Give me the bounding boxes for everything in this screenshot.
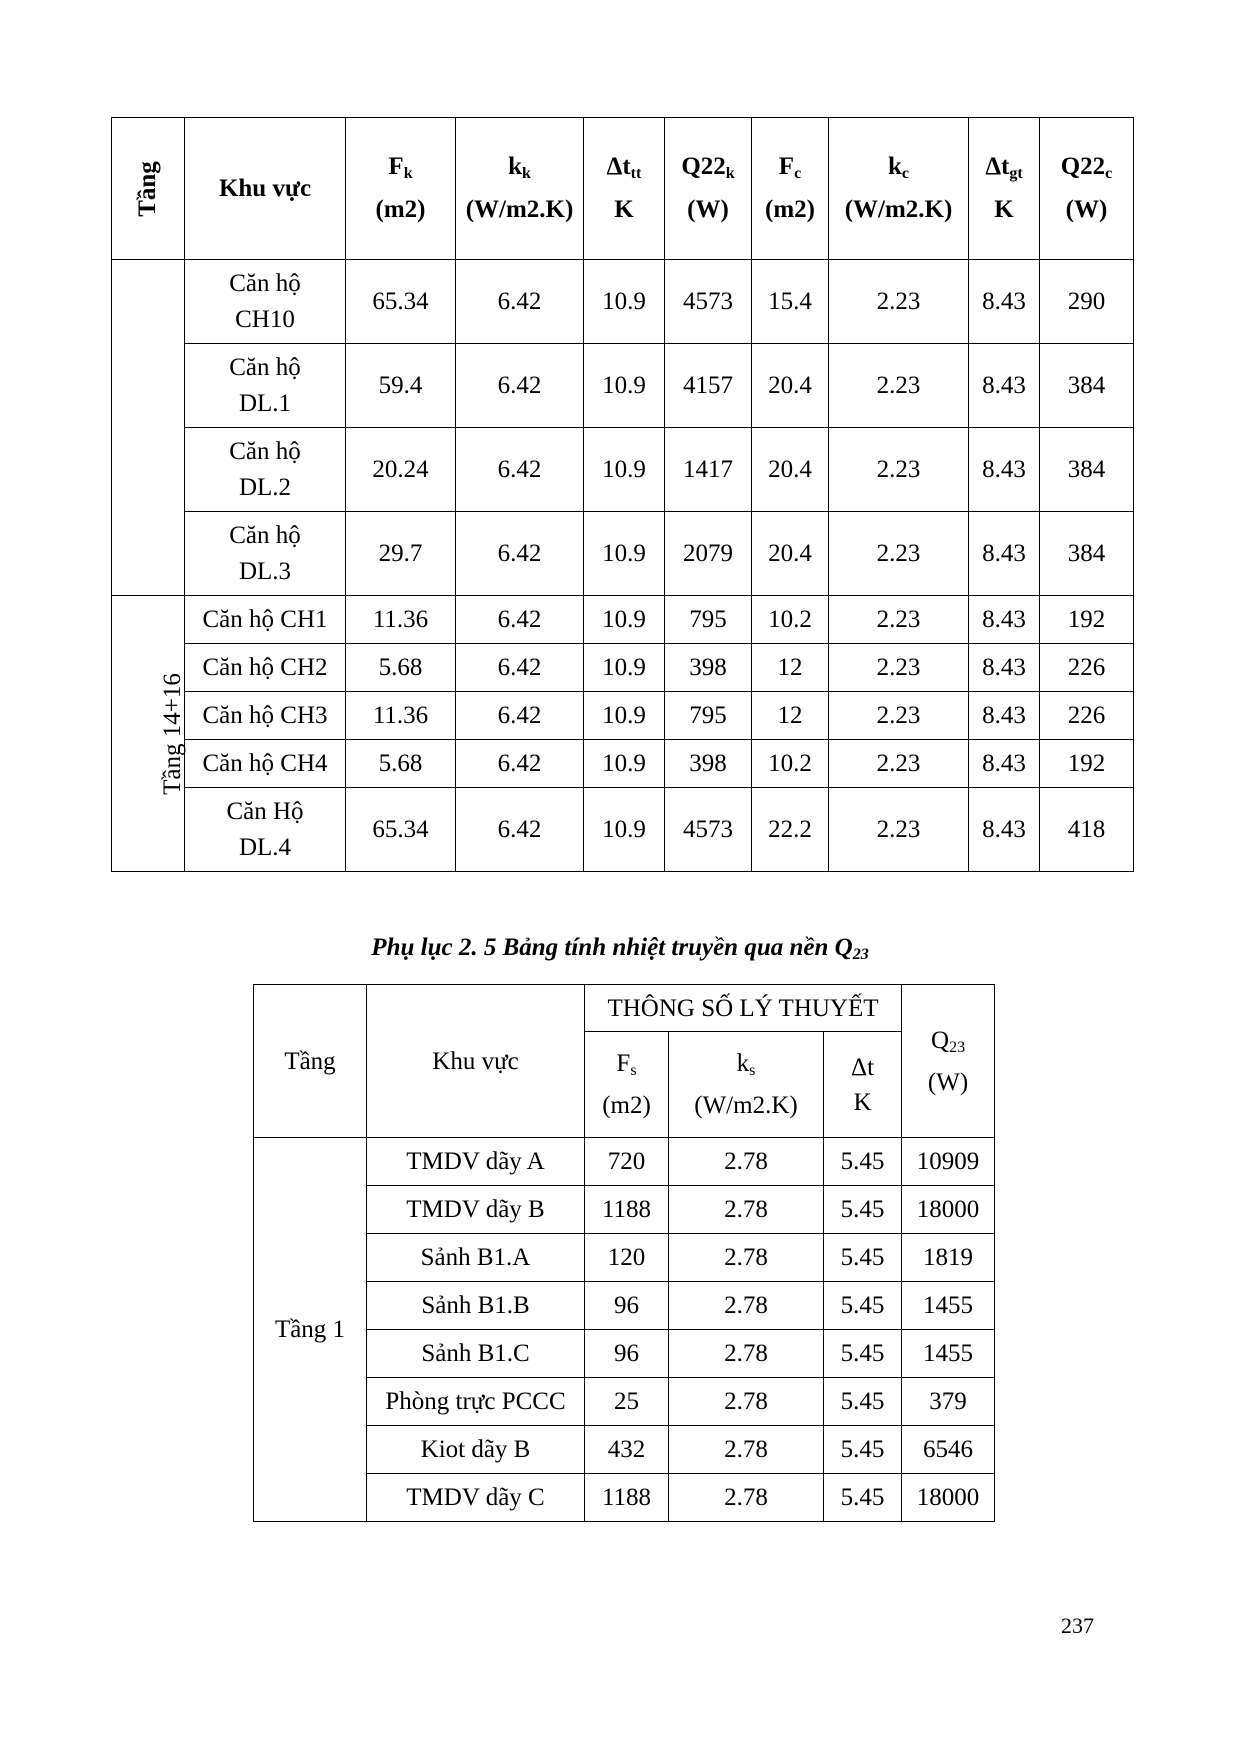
value-cell: 2079	[665, 512, 752, 596]
value-cell: 4157	[665, 344, 752, 428]
value-cell: 10.9	[584, 596, 665, 644]
value-cell: 12	[752, 644, 829, 692]
area-cell: Căn hộ DL.3	[185, 512, 346, 596]
area-cell: Căn hộ CH10	[185, 260, 346, 344]
value-cell: 5.45	[824, 1378, 902, 1426]
value-cell: 10.9	[584, 692, 665, 740]
value-cell: 2.78	[669, 1186, 824, 1234]
table-row	[112, 596, 1134, 644]
area-cell: Sảnh B1.B	[367, 1282, 585, 1330]
area-cell: Sảnh B1.C	[367, 1330, 585, 1378]
value-cell: 2.78	[669, 1234, 824, 1282]
value-cell: 5.68	[346, 644, 456, 692]
value-cell: 2.78	[669, 1378, 824, 1426]
value-cell: 10.9	[584, 788, 665, 872]
value-cell: 11.36	[346, 596, 456, 644]
area-cell: TMDV dãy C	[367, 1474, 585, 1522]
value-cell: 2.23	[829, 644, 969, 692]
value-cell: 2.78	[669, 1426, 824, 1474]
value-cell: 5.45	[824, 1282, 902, 1330]
value-cell: 2.23	[829, 260, 969, 344]
value-cell: 290	[1040, 260, 1134, 344]
value-cell: 418	[1040, 788, 1134, 872]
value-cell: 8.43	[969, 740, 1040, 788]
value-cell: 2.78	[669, 1330, 824, 1378]
header-area: Khu vực	[367, 985, 585, 1138]
area-cell: Sảnh B1.A	[367, 1234, 585, 1282]
table-row	[112, 260, 1134, 344]
value-cell: 10.9	[584, 260, 665, 344]
value-cell: 10909	[902, 1138, 995, 1186]
table-row	[112, 692, 1134, 740]
table-row	[254, 1138, 995, 1186]
value-cell: 25	[585, 1378, 669, 1426]
value-cell: 1819	[902, 1234, 995, 1282]
value-cell: 8.43	[969, 644, 1040, 692]
value-cell: 2.23	[829, 596, 969, 644]
value-cell: 226	[1040, 644, 1134, 692]
value-cell: 96	[585, 1282, 669, 1330]
value-cell: 96	[585, 1330, 669, 1378]
header-dt-tt: $\Delta t_{tt}$ K	[584, 118, 665, 260]
value-cell: 22.2	[752, 788, 829, 872]
area-cell: TMDV dãy B	[367, 1186, 585, 1234]
value-cell: 6.42	[456, 692, 584, 740]
page-number: 237	[1061, 1613, 1094, 1638]
value-cell: 1455	[902, 1330, 995, 1378]
value-cell: 20.4	[752, 344, 829, 428]
table-caption: Phụ lục 2. 5 Bảng tính nhiệt truyền qua nền $Q_{23}$	[371, 934, 869, 963]
value-cell: 2.23	[829, 344, 969, 428]
value-cell: 20.4	[752, 428, 829, 512]
value-cell: 10.2	[752, 740, 829, 788]
value-cell: 6.42	[456, 260, 584, 344]
value-cell: 8.43	[969, 788, 1040, 872]
value-cell: 18000	[902, 1186, 995, 1234]
header-fs: $F_s$ (m2)	[585, 1032, 669, 1138]
value-cell: 5.45	[824, 1330, 902, 1378]
value-cell: 10.9	[584, 344, 665, 428]
value-cell: 5.45	[824, 1474, 902, 1522]
value-cell: 192	[1040, 740, 1134, 788]
table-row	[112, 344, 1134, 428]
floor-cell: Tầng 1	[254, 1138, 367, 1522]
value-cell: 8.43	[969, 692, 1040, 740]
area-cell: Căn hộ CH3	[185, 692, 346, 740]
value-cell: 398	[665, 644, 752, 692]
value-cell: 2.23	[829, 428, 969, 512]
header-ks: $k_s$ (W/m2.K)	[669, 1032, 824, 1138]
value-cell: 6.42	[456, 428, 584, 512]
value-cell: 5.45	[824, 1234, 902, 1282]
area-cell: Căn hộ DL.2	[185, 428, 346, 512]
value-cell: 1455	[902, 1282, 995, 1330]
value-cell: 12	[752, 692, 829, 740]
floor-cell-empty	[112, 260, 185, 596]
value-cell: 15.4	[752, 260, 829, 344]
area-cell: Kiot dãy B	[367, 1426, 585, 1474]
value-cell: 20.24	[346, 428, 456, 512]
header-q22k: $Q22_k$ (W)	[665, 118, 752, 260]
value-cell: 10.2	[752, 596, 829, 644]
header-kk: $k_k$ (W/m2.K)	[456, 118, 584, 260]
value-cell: 11.36	[346, 692, 456, 740]
value-cell: 8.43	[969, 344, 1040, 428]
header-floor: Tầng	[254, 985, 367, 1138]
value-cell: 59.4	[346, 344, 456, 428]
heat-transfer-table-q22	[111, 117, 1134, 872]
value-cell: 5.45	[824, 1138, 902, 1186]
table-row	[112, 512, 1134, 596]
header-fk: $F_k$ (m2)	[346, 118, 456, 260]
value-cell: 384	[1040, 428, 1134, 512]
value-cell: 2.23	[829, 788, 969, 872]
area-cell: Căn hộ CH4	[185, 740, 346, 788]
value-cell: 6546	[902, 1426, 995, 1474]
floor-cell: Tầng 14+16	[112, 596, 185, 872]
header-q23: $Q_{23}$ (W)	[902, 985, 995, 1138]
table-header-row	[112, 118, 1134, 260]
value-cell: 6.42	[456, 788, 584, 872]
value-cell: 384	[1040, 344, 1134, 428]
value-cell: 8.43	[969, 596, 1040, 644]
value-cell: 432	[585, 1426, 669, 1474]
value-cell: 8.43	[969, 428, 1040, 512]
value-cell: 2.78	[669, 1138, 824, 1186]
value-cell: 795	[665, 692, 752, 740]
value-cell: 6.42	[456, 596, 584, 644]
floor-heat-transfer-table-q23	[253, 984, 995, 1522]
area-cell: TMDV dãy A	[367, 1138, 585, 1186]
value-cell: 10.9	[584, 644, 665, 692]
value-cell: 6.42	[456, 344, 584, 428]
value-cell: 2.78	[669, 1282, 824, 1330]
header-q22c: $Q22_c$ (W)	[1040, 118, 1134, 260]
value-cell: 10.9	[584, 740, 665, 788]
value-cell: 18000	[902, 1474, 995, 1522]
table-row	[112, 788, 1134, 872]
value-cell: 1417	[665, 428, 752, 512]
value-cell: 8.43	[969, 512, 1040, 596]
value-cell: 384	[1040, 512, 1134, 596]
table-row	[112, 740, 1134, 788]
value-cell: 29.7	[346, 512, 456, 596]
header-area: Khu vực	[185, 118, 346, 260]
area-cell: Phòng trực PCCC	[367, 1378, 585, 1426]
area-cell: Căn hộ CH1	[185, 596, 346, 644]
value-cell: 720	[585, 1138, 669, 1186]
header-fc: $F_c$ (m2)	[752, 118, 829, 260]
area-cell: Căn hộ CH2	[185, 644, 346, 692]
header-group-theory-params: THÔNG SỐ LÝ THUYẾT	[585, 985, 902, 1032]
table-row	[112, 644, 1134, 692]
area-cell: Căn Hộ DL.4	[185, 788, 346, 872]
value-cell: 795	[665, 596, 752, 644]
value-cell: 120	[585, 1234, 669, 1282]
value-cell: 2.78	[669, 1474, 824, 1522]
value-cell: 379	[902, 1378, 995, 1426]
value-cell: 1188	[585, 1474, 669, 1522]
table-row	[112, 428, 1134, 512]
value-cell: 6.42	[456, 644, 584, 692]
value-cell: 6.42	[456, 512, 584, 596]
value-cell: 6.42	[456, 740, 584, 788]
value-cell: 1188	[585, 1186, 669, 1234]
header-dt: Δt K	[824, 1032, 902, 1138]
value-cell: 2.23	[829, 512, 969, 596]
value-cell: 65.34	[346, 260, 456, 344]
area-cell: Căn hộ DL.1	[185, 344, 346, 428]
header-floor: Tầng	[112, 118, 185, 260]
value-cell: 2.23	[829, 692, 969, 740]
value-cell: 65.34	[346, 788, 456, 872]
value-cell: 20.4	[752, 512, 829, 596]
value-cell: 2.23	[829, 740, 969, 788]
value-cell: 5.68	[346, 740, 456, 788]
value-cell: 10.9	[584, 512, 665, 596]
value-cell: 398	[665, 740, 752, 788]
value-cell: 5.45	[824, 1186, 902, 1234]
value-cell: 4573	[665, 788, 752, 872]
header-kc: $k_c$ (W/m2.K)	[829, 118, 969, 260]
value-cell: 10.9	[584, 428, 665, 512]
value-cell: 192	[1040, 596, 1134, 644]
table-header-row	[254, 985, 995, 1032]
value-cell: 4573	[665, 260, 752, 344]
value-cell: 5.45	[824, 1426, 902, 1474]
value-cell: 8.43	[969, 260, 1040, 344]
value-cell: 226	[1040, 692, 1134, 740]
header-dt-gt: $\Delta t_{gt}$ K	[969, 118, 1040, 260]
